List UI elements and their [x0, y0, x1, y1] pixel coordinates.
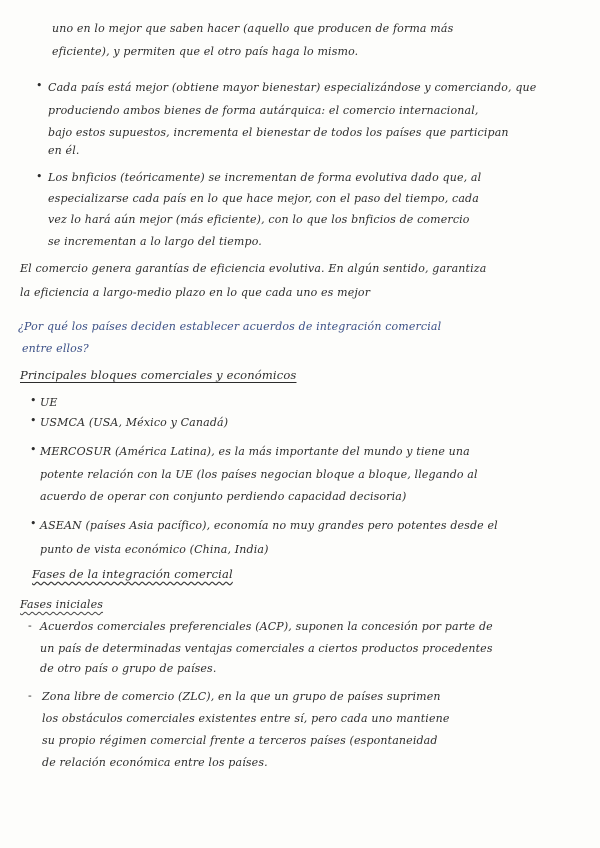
bullet-icon: •	[30, 394, 37, 407]
list-item: USMCA (USA, México y Canadá)	[40, 416, 229, 429]
list-item: Acuerdos comerciales preferenciales (ACP), suponen la concesión por parte de	[40, 620, 493, 633]
bullet-icon: •	[36, 79, 43, 92]
text-line: bajo estos supuestos, incrementa el bienestar de todos los países que participan	[48, 126, 509, 139]
bullet-icon: •	[30, 517, 37, 530]
text-line: El comercio genera garantías de eficiencia evolutiva. En algún sentido, garantiza	[20, 262, 487, 275]
list-item: punto de vista económico (China, India)	[40, 543, 269, 556]
text-line: produciendo ambos bienes de forma autárquica: el comercio internacional,	[48, 104, 479, 117]
bullet-icon: •	[30, 443, 37, 456]
text-line: vez lo hará aún mejor (más eficiente), con lo que los bnficios de comercio	[48, 213, 470, 226]
list-item: un país de determinadas ventajas comerciales a ciertos productos procedentes	[40, 642, 493, 655]
list-item: MERCOSUR (América Latina), es la más importante del mundo y tiene una	[40, 445, 470, 458]
dash-icon: -	[28, 619, 32, 632]
list-item: de relación económica entre los países.	[42, 756, 268, 769]
text-line: se incrementan a lo largo del tiempo.	[48, 235, 262, 248]
section-heading: Fases de la integración comercial	[32, 567, 233, 581]
list-item: acuerdo de operar con conjunto perdiendo capacidad decisoria)	[40, 490, 407, 503]
text-line: Los bnficios (teóricamente) se incrementan de forma evolutiva dado que, al	[48, 171, 482, 184]
list-item: los obstáculos comerciales existentes entre sí, pero cada uno mantiene	[42, 712, 450, 725]
list-item: su propio régimen comercial frente a terceros países (espontaneidad	[42, 734, 438, 747]
text-line: uno en lo mejor que saben hacer (aquello que producen de forma más	[52, 22, 454, 35]
question-line: entre ellos?	[22, 342, 89, 355]
list-item: ASEAN (países Asia pacífico), economía no muy grandes pero potentes desde el	[40, 519, 498, 532]
bullet-icon: •	[30, 414, 37, 427]
list-item: UE	[40, 396, 58, 409]
list-item: potente relación con la UE (los países negocian bloque a bloque, llegando al	[40, 468, 478, 481]
section-heading: Principales bloques comerciales y económicos	[20, 368, 297, 382]
list-item: de otro país o grupo de países.	[40, 662, 217, 675]
bullet-icon: •	[36, 170, 43, 183]
text-line: eficiente), y permiten que el otro país haga lo mismo.	[52, 45, 359, 58]
dash-icon: -	[28, 689, 32, 702]
text-line: la eficiencia a largo-medio plazo en lo que cada uno es mejor	[20, 286, 371, 299]
list-item: Zona libre de comercio (ZLC), en la que un grupo de países suprimen	[42, 690, 441, 703]
question-line: ¿Por qué los países deciden establecer acuerdos de integración comercial	[18, 320, 442, 333]
text-line: Cada país está mejor (obtiene mayor bienestar) especializándose y comerciando, que	[48, 81, 537, 94]
subheading: Fases iniciales	[20, 598, 104, 611]
text-line: especializarse cada país en lo que hace mejor, con el paso del tiempo, cada	[48, 192, 479, 205]
text-line: en él.	[48, 144, 80, 157]
